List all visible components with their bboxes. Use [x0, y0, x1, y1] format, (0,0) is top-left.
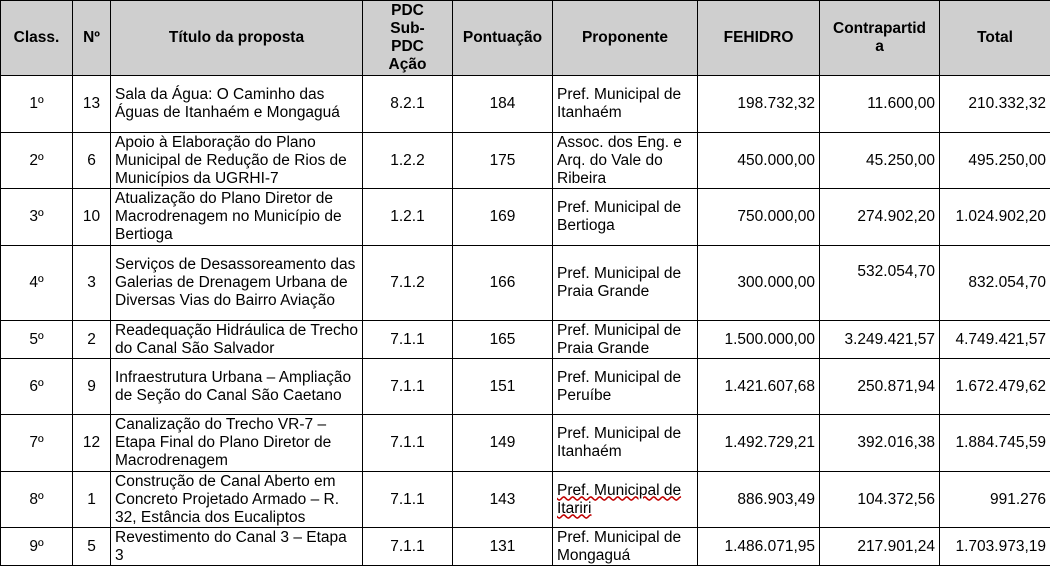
- table-row: [1, 415, 1050, 472]
- cell-number: 5: [73, 528, 111, 566]
- cell-fehidro: 1.500.000,00: [698, 321, 820, 359]
- cell-pontuacao: 143: [453, 472, 553, 528]
- cell-pontuacao: 166: [453, 246, 553, 321]
- cell-total: 832.054,70: [940, 246, 1050, 321]
- cell-contrapartida: 250.871,94: [820, 359, 940, 415]
- cell-class: 7º: [1, 415, 73, 472]
- cell-pdc: 7.1.1: [363, 321, 453, 359]
- cell-fehidro: 450.000,00: [698, 133, 820, 189]
- cell-proponente: [553, 472, 698, 528]
- table-row: [1, 472, 1050, 528]
- cell-number: 2: [73, 321, 111, 359]
- cell-number: 10: [73, 189, 111, 246]
- cell-number: 9: [73, 359, 111, 415]
- cell-contrapartida: 3.249.421,57: [820, 321, 940, 359]
- cell-titulo: Atualização do Plano Diretor de Macrodrenagem no Município de Bertioga: [111, 189, 363, 246]
- cell-class: 8º: [1, 472, 73, 528]
- cell-proponente: Assoc. dos Eng. e Arq. do Vale do Ribeira: [553, 133, 698, 189]
- header-total: Total: [940, 1, 1050, 76]
- cell-fehidro: 886.903,49: [698, 472, 820, 528]
- header-class: Class.: [1, 1, 73, 76]
- cell-pdc: 7.1.1: [363, 472, 453, 528]
- table-row: [1, 76, 1050, 133]
- cell-pdc: 1.2.2: [363, 133, 453, 189]
- cell-fehidro: 1.486.071,95: [698, 528, 820, 566]
- cell-proponente: Pref. Municipal de Bertioga: [553, 189, 698, 246]
- header-number: Nº: [73, 1, 111, 76]
- cell-titulo: Serviços de Desassoreamento das Galerias de Drenagem Urbana de Diversas Vias do Bairro Aviação: [111, 246, 363, 321]
- cell-class: 9º: [1, 528, 73, 566]
- cell-class: 3º: [1, 189, 73, 246]
- table-row: [1, 321, 1050, 359]
- table-row: [1, 528, 1050, 566]
- table-row: [1, 189, 1050, 246]
- cell-contrapartida: 217.901,24: [820, 528, 940, 566]
- cell-pontuacao: 149: [453, 415, 553, 472]
- cell-fehidro: 198.732,32: [698, 76, 820, 133]
- cell-total: 210.332,32: [940, 76, 1050, 133]
- cell-pdc: 7.1.1: [363, 359, 453, 415]
- cell-proponente: Pref. Municipal de Peruíbe: [553, 359, 698, 415]
- cell-titulo: Canalização do Trecho VR-7 – Etapa Final do Plano Diretor de Macrodrenagem: [111, 415, 363, 472]
- table-row: [1, 133, 1050, 189]
- header-pdc: PDC Sub- PDC Ação: [363, 1, 453, 76]
- cell-titulo: Revestimento do Canal 3 – Etapa 3: [111, 528, 363, 566]
- cell-contrapartida: 532.054,70: [820, 246, 940, 321]
- cell-titulo: Apoio à Elaboração do Plano Municipal de Redução de Rios de Municípios da UGRHI-7: [111, 133, 363, 189]
- header-fehidro: FEHIDRO: [698, 1, 820, 76]
- cell-total: 991.276: [940, 472, 1050, 528]
- cell-pdc: 7.1.2: [363, 246, 453, 321]
- cell-pontuacao: 151: [453, 359, 553, 415]
- cell-class: 2º: [1, 133, 73, 189]
- cell-contrapartida: 45.250,00: [820, 133, 940, 189]
- cell-pdc: 8.2.1: [363, 76, 453, 133]
- table-row: [1, 359, 1050, 415]
- cell-class: 4º: [1, 246, 73, 321]
- cell-number: 6: [73, 133, 111, 189]
- header-proponente: Proponente: [553, 1, 698, 76]
- cell-proponente: Pref. Municipal de Praia Grande: [553, 246, 698, 321]
- cell-fehidro: 1.492.729,21: [698, 415, 820, 472]
- cell-proponente: Pref. Municipal de Itanhaém: [553, 76, 698, 133]
- cell-class: 5º: [1, 321, 73, 359]
- cell-fehidro: 300.000,00: [698, 246, 820, 321]
- cell-pontuacao: 175: [453, 133, 553, 189]
- header-titulo: Título da proposta: [111, 1, 363, 76]
- cell-class: 1º: [1, 76, 73, 133]
- cell-number: 3: [73, 246, 111, 321]
- cell-pontuacao: 165: [453, 321, 553, 359]
- cell-proponente: Pref. Municipal de Praia Grande: [553, 321, 698, 359]
- cell-contrapartida: 104.372,56: [820, 472, 940, 528]
- header-row: [1, 1, 1050, 76]
- cell-pdc: 1.2.1: [363, 189, 453, 246]
- cell-contrapartida: 11.600,00: [820, 76, 940, 133]
- cell-pontuacao: 169: [453, 189, 553, 246]
- cell-fehidro: 750.000,00: [698, 189, 820, 246]
- cell-number: 12: [73, 415, 111, 472]
- cell-pontuacao: 184: [453, 76, 553, 133]
- cell-fehidro: 1.421.607,68: [698, 359, 820, 415]
- cell-total: 1.703.973,19: [940, 528, 1050, 566]
- cell-number: 13: [73, 76, 111, 133]
- cell-contrapartida: 392.016,38: [820, 415, 940, 472]
- cell-titulo: Construção de Canal Aberto em Concreto Projetado Armado – R. 32, Estância dos Eucaliptos: [111, 472, 363, 528]
- cell-titulo: Sala da Água: O Caminho das Águas de Itanhaém e Mongaguá: [111, 76, 363, 133]
- cell-proponente: Pref. Municipal de Itanhaém: [553, 415, 698, 472]
- header-pontuacao: Pontuação: [453, 1, 553, 76]
- cell-total: 1.884.745,59: [940, 415, 1050, 472]
- cell-pdc: 7.1.1: [363, 528, 453, 566]
- cell-titulo: Infraestrutura Urbana – Ampliação de Seção do Canal São Caetano: [111, 359, 363, 415]
- header-contrapartida: Contrapartid a: [820, 1, 940, 76]
- cell-pdc: 7.1.1: [363, 415, 453, 472]
- table-row: [1, 246, 1050, 321]
- cell-total: 495.250,00: [940, 133, 1050, 189]
- cell-total: 1.672.479,62: [940, 359, 1050, 415]
- cell-titulo: Readequação Hidráulica de Trecho do Canal São Salvador: [111, 321, 363, 359]
- cell-contrapartida: 274.902,20: [820, 189, 940, 246]
- cell-total: 4.749.421,57: [940, 321, 1050, 359]
- cell-total: 1.024.902,20: [940, 189, 1050, 246]
- cell-pontuacao: 131: [453, 528, 553, 566]
- cell-number: 1: [73, 472, 111, 528]
- cell-class: 6º: [1, 359, 73, 415]
- cell-proponente: Pref. Municipal de Mongaguá: [553, 528, 698, 566]
- cell-proponente-text: Pref. Municipal de Itariri: [557, 481, 682, 517]
